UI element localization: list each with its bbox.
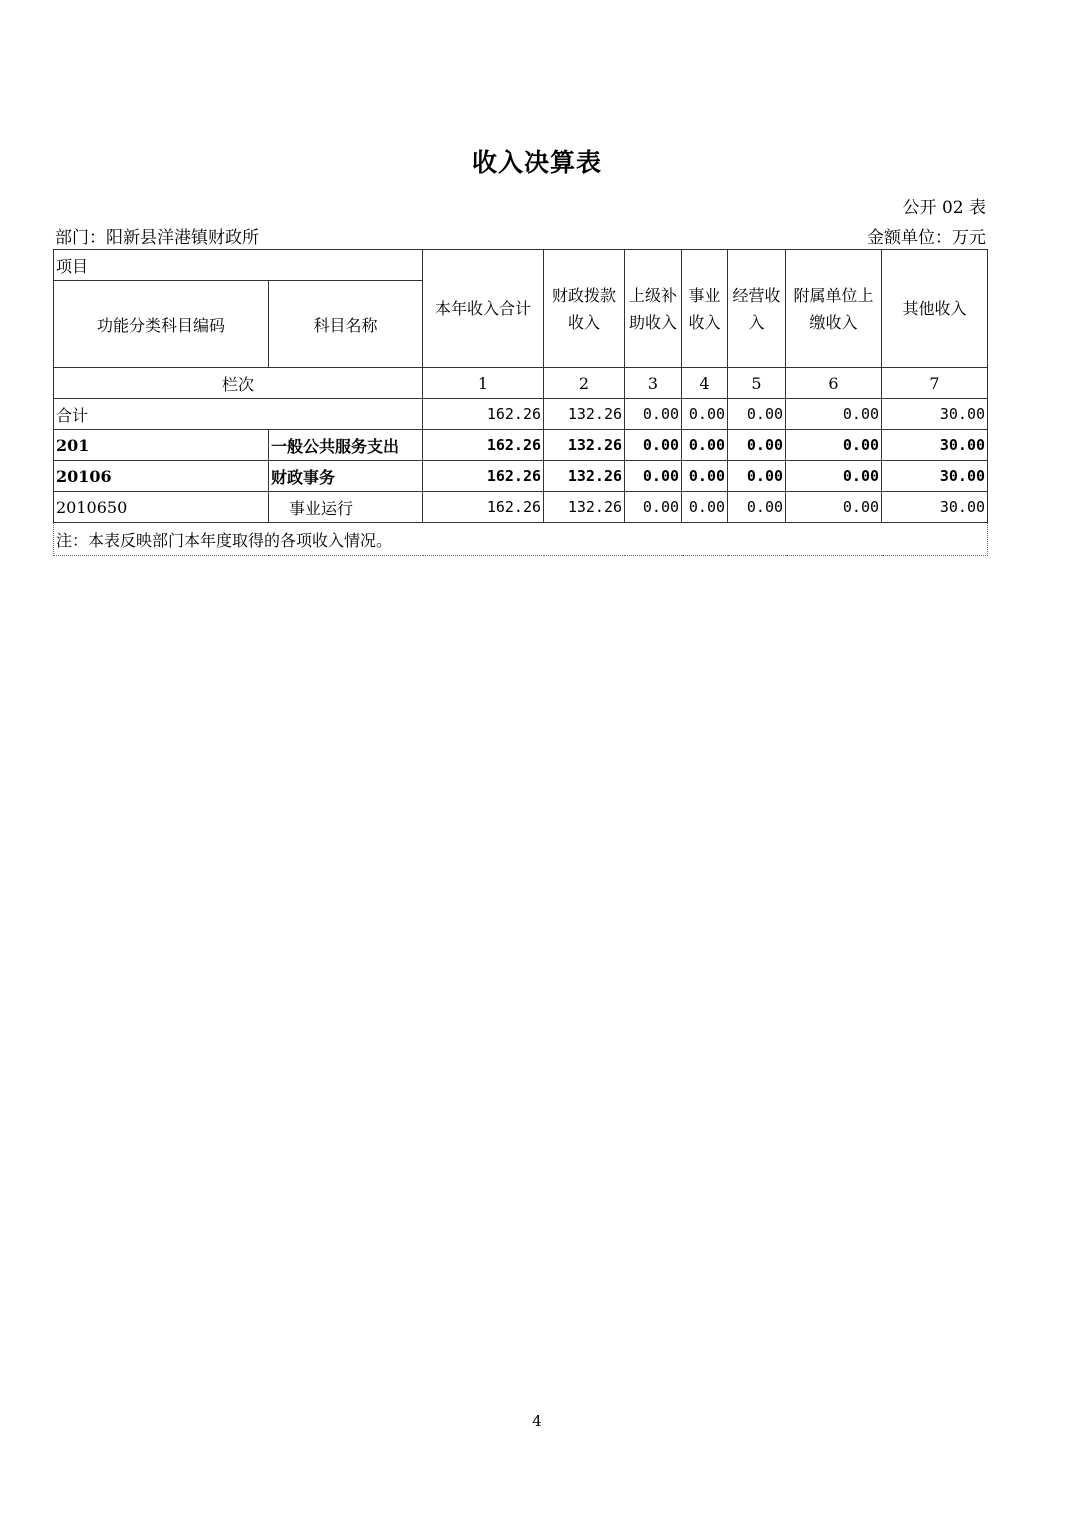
index-number: 3 bbox=[625, 368, 682, 399]
cell-value: 0.00 bbox=[682, 461, 728, 492]
header-col-affiliated: 附属单位上缴收入 bbox=[786, 250, 882, 368]
cell-value: 30.00 bbox=[882, 492, 988, 523]
cell-value: 0.00 bbox=[786, 399, 882, 430]
cell-value: 132.26 bbox=[544, 461, 625, 492]
unit-label: 金额单位：万元 bbox=[867, 228, 986, 248]
cell-value: 132.26 bbox=[544, 430, 625, 461]
cell-value: 0.00 bbox=[682, 399, 728, 430]
cell-value: 0.00 bbox=[682, 430, 728, 461]
income-table bbox=[53, 249, 988, 556]
form-number: 公开 02 表 bbox=[902, 198, 986, 218]
total-row bbox=[54, 399, 988, 430]
note-row bbox=[54, 523, 988, 556]
cell-value: 132.26 bbox=[544, 492, 625, 523]
cell-value: 0.00 bbox=[728, 430, 786, 461]
row-code: 2010650 bbox=[54, 492, 269, 523]
cell-value: 132.26 bbox=[544, 399, 625, 430]
table-row bbox=[54, 430, 988, 461]
index-number: 1 bbox=[423, 368, 544, 399]
cell-value: 0.00 bbox=[728, 399, 786, 430]
header-col-other: 其他收入 bbox=[882, 250, 988, 368]
header-project: 项目 bbox=[54, 250, 423, 281]
index-number: 6 bbox=[786, 368, 882, 399]
header-col-subsidy: 上级补助收入 bbox=[625, 250, 682, 368]
total-label: 合计 bbox=[54, 399, 423, 430]
cell-value: 0.00 bbox=[625, 430, 682, 461]
index-number: 4 bbox=[682, 368, 728, 399]
index-number: 5 bbox=[728, 368, 786, 399]
row-code: 201 bbox=[54, 430, 269, 461]
header-name: 科目名称 bbox=[269, 281, 423, 368]
cell-value: 0.00 bbox=[728, 492, 786, 523]
index-label: 栏次 bbox=[54, 368, 423, 399]
cell-value: 0.00 bbox=[786, 461, 882, 492]
header-col-total: 本年收入合计 bbox=[423, 250, 544, 368]
cell-value: 0.00 bbox=[625, 461, 682, 492]
table-note: 注：本表反映部门本年度取得的各项收入情况。 bbox=[54, 523, 988, 556]
header-code: 功能分类科目编码 bbox=[54, 281, 269, 368]
cell-value: 162.26 bbox=[423, 399, 544, 430]
cell-value: 0.00 bbox=[728, 461, 786, 492]
row-code: 20106 bbox=[54, 461, 269, 492]
index-number: 7 bbox=[882, 368, 988, 399]
header-col-operating: 经营收入 bbox=[728, 250, 786, 368]
page-title: 收入决算表 bbox=[471, 148, 602, 177]
cell-value: 0.00 bbox=[682, 492, 728, 523]
cell-value: 162.26 bbox=[423, 461, 544, 492]
row-name: 财政事务 bbox=[269, 461, 423, 492]
page-number: 4 bbox=[532, 1412, 542, 1430]
cell-value: 162.26 bbox=[423, 430, 544, 461]
index-number: 2 bbox=[544, 368, 625, 399]
cell-value: 30.00 bbox=[882, 461, 988, 492]
cell-value: 30.00 bbox=[882, 430, 988, 461]
table-row bbox=[54, 461, 988, 492]
header-col-business: 事业收入 bbox=[682, 250, 728, 368]
cell-value: 162.26 bbox=[423, 492, 544, 523]
row-name: 事业运行 bbox=[269, 492, 423, 523]
department-label: 部门：阳新县洋港镇财政所 bbox=[55, 228, 259, 248]
index-row bbox=[54, 368, 988, 399]
table-row bbox=[54, 492, 988, 523]
cell-value: 0.00 bbox=[786, 430, 882, 461]
cell-value: 0.00 bbox=[625, 399, 682, 430]
header-col-fiscal: 财政拨款收入 bbox=[544, 250, 625, 368]
row-name: 一般公共服务支出 bbox=[269, 430, 423, 461]
cell-value: 0.00 bbox=[625, 492, 682, 523]
cell-value: 0.00 bbox=[786, 492, 882, 523]
cell-value: 30.00 bbox=[882, 399, 988, 430]
